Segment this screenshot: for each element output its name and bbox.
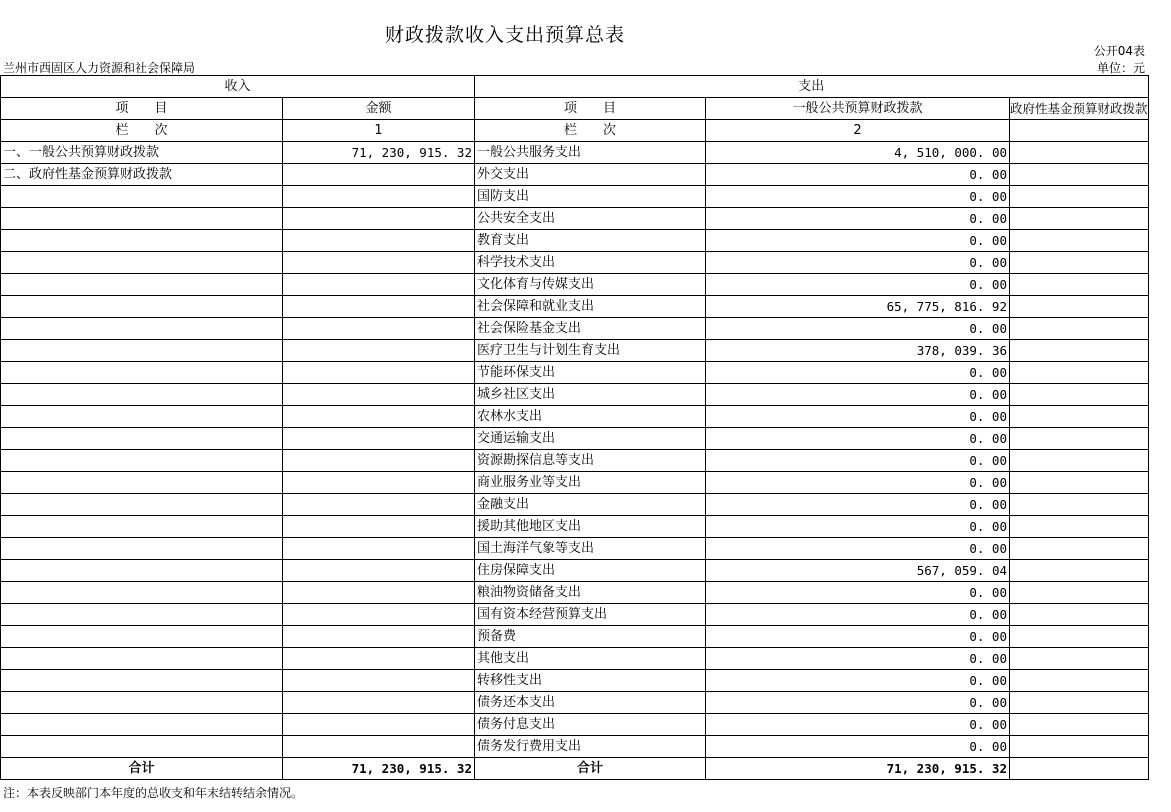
- income-amount-cell: 71, 230, 915. 32: [283, 142, 475, 164]
- expense-item-cell: 援助其他地区支出: [475, 516, 706, 538]
- general-budget-cell: 65, 775, 816. 92: [706, 296, 1010, 318]
- header-row-index: [1, 120, 1149, 142]
- income-amount-cell: [283, 318, 475, 340]
- general-budget-cell: 0. 00: [706, 164, 1010, 186]
- income-item-cell: [1, 252, 283, 274]
- expense-item-cell: 债务付息支出: [475, 714, 706, 736]
- income-item-cell: [1, 472, 283, 494]
- general-budget-cell: 0. 00: [706, 186, 1010, 208]
- income-header: 收入: [1, 76, 475, 98]
- expense-item-cell: 医疗卫生与计划生育支出: [475, 340, 706, 362]
- general-budget-cell: 0. 00: [706, 208, 1010, 230]
- expense-item-cell: 农林水支出: [475, 406, 706, 428]
- income-amount-cell: [283, 582, 475, 604]
- general-budget-cell: 4, 510, 000. 00: [706, 142, 1010, 164]
- general-budget-cell: 0. 00: [706, 714, 1010, 736]
- income-item-cell: [1, 384, 283, 406]
- fund-budget-cell: [1010, 736, 1149, 758]
- income-item-cell: [1, 296, 283, 318]
- table-row: [1, 714, 1149, 736]
- table-row: [1, 230, 1149, 252]
- expense-item-cell: 预备费: [475, 626, 706, 648]
- income-amount-cell: [283, 714, 475, 736]
- fund-budget-cell: [1010, 560, 1149, 582]
- general-budget-header: 一般公共预算财政拨款: [706, 98, 1010, 120]
- income-amount-cell: [283, 516, 475, 538]
- expense-item-cell: 社会保障和就业支出: [475, 296, 706, 318]
- income-item-header: 项 目: [1, 98, 283, 120]
- income-amount-cell: [283, 252, 475, 274]
- general-budget-cell: 0. 00: [706, 318, 1010, 340]
- expense-item-cell: 城乡社区支出: [475, 384, 706, 406]
- fund-budget-cell: [1010, 670, 1149, 692]
- income-item-cell: [1, 714, 283, 736]
- income-amount-cell: [283, 472, 475, 494]
- table-row: [1, 472, 1149, 494]
- table-row: [1, 186, 1149, 208]
- table-row: [1, 604, 1149, 626]
- expense-total-amount: 71, 230, 915. 32: [706, 758, 1010, 780]
- income-amount-cell: [283, 406, 475, 428]
- income-item-cell: 二、政府性基金预算财政拨款: [1, 164, 283, 186]
- expense-item-cell: 债务还本支出: [475, 692, 706, 714]
- fund-budget-cell: [1010, 494, 1149, 516]
- general-budget-cell: 0. 00: [706, 516, 1010, 538]
- table-row: [1, 142, 1149, 164]
- table-row: [1, 208, 1149, 230]
- expense-item-cell: 交通运输支出: [475, 428, 706, 450]
- income-item-cell: [1, 362, 283, 384]
- general-budget-cell: 0. 00: [706, 604, 1010, 626]
- fund-budget-cell: [1010, 164, 1149, 186]
- fund-budget-cell: [1010, 626, 1149, 648]
- expense-item-cell: 文化体育与传媒支出: [475, 274, 706, 296]
- table-row: [1, 274, 1149, 296]
- column-index-1: 1: [283, 120, 475, 142]
- fund-budget-cell: [1010, 208, 1149, 230]
- page-title: 财政拨款收入支出预算总表: [384, 24, 625, 46]
- budget-table: [0, 75, 1149, 780]
- income-amount-cell: [283, 164, 475, 186]
- general-budget-cell: 0. 00: [706, 252, 1010, 274]
- general-budget-cell: 0. 00: [706, 362, 1010, 384]
- income-amount-cell: [283, 450, 475, 472]
- fund-budget-cell: [1010, 186, 1149, 208]
- expense-item-cell: 债务发行费用支出: [475, 736, 706, 758]
- fund-budget-cell: [1010, 252, 1149, 274]
- fund-budget-cell: [1010, 142, 1149, 164]
- income-item-cell: [1, 450, 283, 472]
- expense-total-label: 合计: [475, 758, 706, 780]
- table-row: [1, 626, 1149, 648]
- table-row: [1, 406, 1149, 428]
- fund-budget-cell: [1010, 648, 1149, 670]
- table-row: [1, 494, 1149, 516]
- income-item-cell: [1, 648, 283, 670]
- expense-column-index: 栏 次: [475, 120, 706, 142]
- table-row: [1, 692, 1149, 714]
- income-amount-cell: [283, 692, 475, 714]
- income-amount-cell: [283, 296, 475, 318]
- income-item-cell: [1, 582, 283, 604]
- expense-item-cell: 商业服务业等支出: [475, 472, 706, 494]
- expense-item-cell: 国有资本经营预算支出: [475, 604, 706, 626]
- general-budget-cell: 0. 00: [706, 692, 1010, 714]
- expense-item-cell: 科学技术支出: [475, 252, 706, 274]
- table-row: [1, 362, 1149, 384]
- fund-budget-cell: [1010, 384, 1149, 406]
- table-row: [1, 164, 1149, 186]
- general-budget-cell: 0. 00: [706, 648, 1010, 670]
- income-amount-cell: [283, 362, 475, 384]
- table-row: [1, 318, 1149, 340]
- table-row: [1, 428, 1149, 450]
- income-item-cell: [1, 516, 283, 538]
- general-budget-cell: 0. 00: [706, 626, 1010, 648]
- general-budget-cell: 0. 00: [706, 406, 1010, 428]
- income-amount-cell: [283, 428, 475, 450]
- table-row: [1, 648, 1149, 670]
- income-item-cell: [1, 186, 283, 208]
- expense-header: 支出: [475, 76, 1149, 98]
- table-row: [1, 516, 1149, 538]
- income-amount-cell: [283, 736, 475, 758]
- income-total-label: 合计: [1, 758, 283, 780]
- income-item-cell: [1, 340, 283, 362]
- income-item-cell: [1, 274, 283, 296]
- income-amount-cell: [283, 538, 475, 560]
- general-budget-cell: 0. 00: [706, 582, 1010, 604]
- general-budget-cell: 0. 00: [706, 736, 1010, 758]
- general-budget-cell: 0. 00: [706, 230, 1010, 252]
- column-index-3: [1010, 120, 1149, 142]
- income-amount-cell: [283, 186, 475, 208]
- general-budget-cell: 0. 00: [706, 538, 1010, 560]
- income-item-cell: [1, 494, 283, 516]
- fund-budget-cell: [1010, 406, 1149, 428]
- fund-budget-cell: [1010, 362, 1149, 384]
- income-item-cell: [1, 692, 283, 714]
- form-code: 公开04表: [1093, 44, 1145, 58]
- general-budget-cell: 0. 00: [706, 494, 1010, 516]
- income-amount-cell: [283, 670, 475, 692]
- income-item-cell: [1, 736, 283, 758]
- fund-budget-cell: [1010, 340, 1149, 362]
- table-row: [1, 340, 1149, 362]
- unit-label: 单位：元: [1096, 61, 1145, 75]
- income-item-cell: [1, 626, 283, 648]
- expense-item-header: 项 目: [475, 98, 706, 120]
- expense-item-cell: 一般公共服务支出: [475, 142, 706, 164]
- income-amount-cell: [283, 340, 475, 362]
- fund-budget-cell: [1010, 472, 1149, 494]
- table-row: [1, 252, 1149, 274]
- income-item-cell: [1, 428, 283, 450]
- fund-budget-header: 政府性基金预算财政拨款: [1010, 98, 1149, 120]
- fund-budget-cell: [1010, 450, 1149, 472]
- income-amount-header: 金额: [283, 98, 475, 120]
- expense-item-cell: 国防支出: [475, 186, 706, 208]
- table-row: [1, 736, 1149, 758]
- general-budget-cell: 0. 00: [706, 670, 1010, 692]
- general-budget-cell: 0. 00: [706, 384, 1010, 406]
- expense-item-cell: 粮油物资储备支出: [475, 582, 706, 604]
- general-budget-cell: 0. 00: [706, 450, 1010, 472]
- table-row: [1, 582, 1149, 604]
- expense-item-cell: 转移性支出: [475, 670, 706, 692]
- income-amount-cell: [283, 494, 475, 516]
- table-row: [1, 670, 1149, 692]
- table-row: [1, 450, 1149, 472]
- income-item-cell: [1, 318, 283, 340]
- general-budget-cell: 0. 00: [706, 274, 1010, 296]
- income-total-amount: 71, 230, 915. 32: [283, 758, 475, 780]
- fund-budget-cell: [1010, 230, 1149, 252]
- fund-budget-cell: [1010, 582, 1149, 604]
- fund-budget-cell: [1010, 296, 1149, 318]
- expense-item-cell: 教育支出: [475, 230, 706, 252]
- fund-budget-cell: [1010, 428, 1149, 450]
- department-name: 兰州市西固区人力资源和社会保障局: [3, 61, 196, 75]
- income-amount-cell: [283, 648, 475, 670]
- fund-budget-cell: [1010, 538, 1149, 560]
- income-amount-cell: [283, 604, 475, 626]
- income-item-cell: [1, 670, 283, 692]
- fund-budget-cell: [1010, 516, 1149, 538]
- general-budget-cell: 378, 039. 36: [706, 340, 1010, 362]
- expense-item-cell: 国土海洋气象等支出: [475, 538, 706, 560]
- expense-item-cell: 社会保险基金支出: [475, 318, 706, 340]
- fund-budget-cell: [1010, 604, 1149, 626]
- header-row-columns: [1, 98, 1149, 120]
- general-budget-cell: 567, 059. 04: [706, 560, 1010, 582]
- income-item-cell: [1, 208, 283, 230]
- expense-item-cell: 公共安全支出: [475, 208, 706, 230]
- general-budget-cell: 0. 00: [706, 472, 1010, 494]
- income-item-cell: [1, 230, 283, 252]
- fund-budget-cell: [1010, 274, 1149, 296]
- expense-item-cell: 节能环保支出: [475, 362, 706, 384]
- column-index-2: 2: [706, 120, 1010, 142]
- income-item-cell: [1, 538, 283, 560]
- fund-total-amount: [1010, 758, 1149, 780]
- fund-budget-cell: [1010, 714, 1149, 736]
- table-row: [1, 560, 1149, 582]
- fund-budget-cell: [1010, 318, 1149, 340]
- header-row-section: [1, 76, 1149, 98]
- income-amount-cell: [283, 384, 475, 406]
- income-item-cell: [1, 604, 283, 626]
- income-item-cell: [1, 406, 283, 428]
- income-amount-cell: [283, 626, 475, 648]
- income-amount-cell: [283, 560, 475, 582]
- income-item-cell: 一、一般公共预算财政拨款: [1, 142, 283, 164]
- expense-item-cell: 其他支出: [475, 648, 706, 670]
- fund-budget-cell: [1010, 692, 1149, 714]
- general-budget-cell: 0. 00: [706, 428, 1010, 450]
- income-amount-cell: [283, 274, 475, 296]
- totals-row: [1, 758, 1149, 780]
- expense-item-cell: 住房保障支出: [475, 560, 706, 582]
- income-column-index: 栏 次: [1, 120, 283, 142]
- expense-item-cell: 资源勘探信息等支出: [475, 450, 706, 472]
- expense-item-cell: 金融支出: [475, 494, 706, 516]
- income-item-cell: [1, 560, 283, 582]
- table-row: [1, 384, 1149, 406]
- table-row: [1, 538, 1149, 560]
- table-row: [1, 296, 1149, 318]
- income-amount-cell: [283, 230, 475, 252]
- income-amount-cell: [283, 208, 475, 230]
- footnote: 注：本表反映部门本年度的总收支和年末结转结余情况。: [3, 786, 304, 800]
- expense-item-cell: 外交支出: [475, 164, 706, 186]
